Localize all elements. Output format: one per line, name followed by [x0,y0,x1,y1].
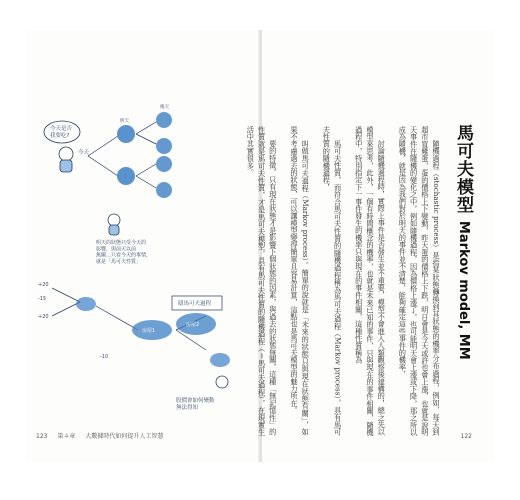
question-bubble [44,121,80,143]
right-page [246,30,494,462]
state-1-label: 房屋1 [142,328,156,334]
number-plus-20: +20 [38,282,49,288]
paragraph: 討論隨機過程時，實際上事件是否發生並不重要，模型不會進入人類觀察後建構的，總之先以模型來思考，此外，一個有時間概念的機率，也就是未來已知的事件，只與現在的事件相關，隨機過程中，特別指定下一事件發生的機率只與現在的事件相關，這種性質稱為 [354,126,387,436]
state-cloud-1 [132,320,172,340]
chapter-number: 第４章 [57,433,76,440]
character-icon-3 [216,376,228,388]
left-page [26,30,260,462]
caption-middle-1: 明天的狀態只受今天的影響，與前天以前無關…只看今天的事情，就是「馬可夫性質」 [96,240,152,265]
number-minus-10: -10 [100,354,109,360]
left-footer [36,431,171,440]
body-text [235,126,442,436]
caption-box-text: 隱馬可夫過程 [178,301,212,307]
number-plus-20b: +20 [38,314,49,320]
tree-node-tomorrow-1 [117,117,135,143]
tree-node-next-4 [156,182,172,198]
tree-node-tomorrow-2 [117,167,135,185]
paragraph: 隨機過程（stochastic process）是指某狀態轉換到其狀態的機率分布過程，例如，每天到超市買雞蛋，蛋的價格上下變動，昨天蛋的價格上下跌，明日會是今天或許也會上漲，也就是說明天事件在隨機的變化之中，例如隨機過程，因為價格上漲了，也可能明天會上漲或下降，那之所以成為隨機，就是因為我們對於明天的事件並不清楚，能夠確定這些事件的機率， [398,126,441,436]
tree-node-next-3 [156,156,172,172]
question-bubble-line1: 今天是否我要吃? [50,126,73,139]
caption-bottom-1: 股價會如何變動無法得知 [176,398,215,411]
tomorrow-label: 明天 [120,119,129,124]
left-page-number: 123 [36,433,48,440]
state-cloud-2 [176,313,216,335]
character-icon [59,147,73,172]
section-title-zh: 馬可夫模型 [453,124,473,214]
tree-node-next-1 [156,103,172,128]
tree-node-next-2 [156,138,172,154]
day-after-label: 後天 [160,105,169,110]
section-title-en: Markov model, MM [456,220,471,360]
today-label: 今天 [78,150,90,156]
paragraph: 馬可夫性質，而符合馬可夫性質的隨機過程稱為馬可夫過程（Markov process），具有馬可夫性質的隨機過程， [322,126,343,436]
paragraph: 要的特徵，只有現在狀態才是影響下個狀態的因素，與過去的狀態無關，這種「無記憶性」的性質就是馬可夫性質，才是馬可夫模型，具有馬可夫性質的隨機過程（＝馬可夫過程），在現實生活中其實很多。 [246,126,278,436]
small-cloud-left [76,297,96,311]
paragraph: 叫做馬可夫過程（Markov process）。簡單的說就是「未來的狀態只與現在狀態有關」，如果不考慮過去的狀態，可以讓模型變得簡單且容易計算，這點也是馬可夫模型的魅力所在。 [289,126,311,436]
small-cloud-right [210,353,230,367]
number-minus-15: -15 [38,296,47,302]
right-page-number: 122 [460,433,472,440]
character-icon-2 [108,214,120,235]
state-2-label: 房屋2 [186,322,200,328]
section-title [451,124,476,360]
hidden-markov-box [172,296,222,310]
markov-illustration [26,30,260,462]
chapter-title: 大數據時代如何提升人工智慧 [85,433,164,440]
